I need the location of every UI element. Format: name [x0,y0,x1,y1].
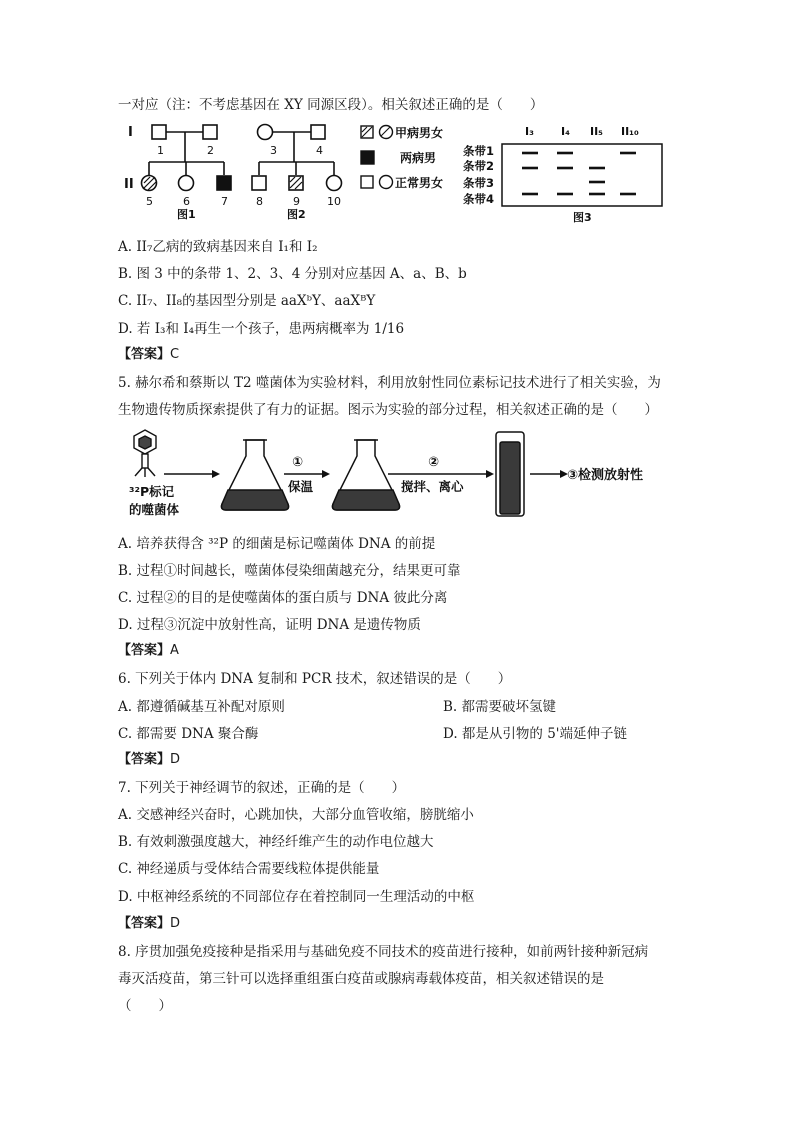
fig3-caption: 图3 [573,211,592,224]
q5-option-c: C. 过程②的目的是使噬菌体的蛋白质与 DNA 彼此分离 [118,590,448,606]
q5-option-a: A. 培养获得含 ³²P 的细菌是标记噬菌体 DNA 的前提 [118,536,436,552]
test-tube-icon [496,432,524,516]
phage-label-2: 的噬菌体 [129,502,180,517]
svg-text:条带1: 条带1 [463,144,495,158]
q6-option-a: A. 都遵循碱基互补配对原则 [118,699,285,715]
svg-text:条带3: 条带3 [463,176,495,190]
q5-answer [118,642,179,660]
svg-text:I₃: I₃ [525,125,534,138]
pedigree-figure-1 [124,125,231,192]
pedigree-figure-2 [252,125,342,191]
step2-num: ② [428,455,440,470]
individual-7 [217,176,231,190]
q4-option-d: D. 若 I₃和 I₄再生一个孩子，患两病概率为 1/16 [118,321,405,337]
answer-value: C [170,347,180,362]
q4-stem-tail: 一对应（注：不考虑基因在 XY 同源区段）。相关叙述正确的是（ ） [118,97,544,113]
answer-value: A [170,643,179,658]
q7-option-a: A. 交感神经兴奋时，心跳加快，大部分血管收缩，膀胱缩小 [118,807,474,823]
fig1-caption: 图1 [177,208,196,221]
q4-option-c: C. II₇、II₈的基因型分别是 aaXᵇY、aaXᴮY [118,293,376,309]
phage-icon [134,430,156,477]
svg-text:I₄: I₄ [561,125,570,138]
q7-stem: 7. 下列关于神经调节的叙述，正确的是（ ） [118,780,406,796]
flask-2-icon [333,440,400,510]
individual-6 [179,176,194,191]
svg-text:2: 2 [207,144,214,157]
svg-text:6: 6 [183,195,190,208]
svg-text:甲病男女: 甲病男女 [395,126,444,140]
q8-stem-line-3: （ ） [118,998,172,1014]
svg-text:条带4: 条带4 [463,192,495,206]
fig3-row-labels [463,144,494,206]
answer-label: 【答案】 [118,752,171,767]
svg-text:8: 8 [256,195,263,208]
q5-option-b: B. 过程①时间越长，噬菌体侵染细菌越充分，结果更可靠 [118,563,461,579]
q7-answer [118,915,180,933]
q6-option-b: B. 都需要破坏氢键 [443,699,557,715]
individual-2 [203,125,217,139]
individual-1 [152,125,166,139]
gen-label-1: I [128,125,133,140]
q6-option-c: C. 都需要 DNA 聚合酶 [118,726,259,742]
gel-bands [522,153,636,194]
answer-label: 【答案】 [118,916,171,931]
phage-label-1: ³²P标记 [129,484,175,499]
q5-option-d: D. 过程③沉淀中放射性高，证明 DNA 是遗传物质 [118,617,421,633]
q6-option-d: D. 都是从引物的 5'端延伸子链 [443,726,628,742]
fig2-caption: 图2 [287,208,306,221]
flask-1-icon [222,440,289,510]
svg-text:条带2: 条带2 [463,159,495,173]
svg-text:正常男女: 正常男女 [395,176,444,190]
q8-stem-line-1: 8. 序贯加强免疫接种是指采用与基础免疫不同技术的疫苗进行接种，如前两针接种新冠病 [118,944,649,960]
svg-text:II₅: II₅ [590,125,604,138]
q7-option-b: B. 有效刺激强度越大，神经纤维产生的动作电位越大 [118,834,434,850]
fig3-col-labels [525,125,639,138]
gen-label-2: II [124,177,134,192]
svg-text:10: 10 [327,195,341,208]
q8-stem-line-2: 毒灭活疫苗，第三针可以选择重组蛋白疫苗或腺病毒载体疫苗，相关叙述错误的是 [118,971,604,987]
legend [361,126,393,189]
individual-3 [258,125,273,140]
q4-figure [0,118,794,228]
svg-text:1: 1 [157,144,164,157]
q5-stem-line-1: 5. 赫尔希和蔡斯以 T2 噬菌体为实验材料，利用放射性同位素标记技术进行了相关实验，为 [118,375,661,391]
step2-label: 搅拌、离心 [401,479,464,494]
svg-text:两病男: 两病男 [400,151,437,165]
q7-option-d: D. 中枢神经系统的不同部位存在着控制同一生理活动的中枢 [118,889,475,905]
q5-stem-line-2: 生物遗传物质探索提供了有力的证据。图示为实验的部分过程，相关叙述正确的是（ ） [118,402,658,418]
svg-text:7: 7 [221,195,228,208]
answer-label: 【答案】 [118,347,171,362]
legend-text [395,125,443,190]
svg-text:II₁₀: II₁₀ [621,125,639,138]
individual-4 [311,125,325,139]
q6-answer [118,751,180,769]
q4-option-b: B. 图 3 中的条带 1、2、3、4 分别对应基因 A、a、B、b [118,266,467,282]
answer-label: 【答案】 [118,643,171,658]
svg-text:9: 9 [293,195,300,208]
step1-num: ① [292,455,304,470]
individual-8 [252,176,266,190]
svg-text:5: 5 [146,195,153,208]
individual-10 [327,176,342,191]
answer-value: D [170,916,181,931]
q4-option-a: A. II₇乙病的致病基因来自 I₁和 I₂ [118,239,318,255]
answer-value: D [170,752,181,767]
q6-stem: 6. 下列关于体内 DNA 复制和 PCR 技术，叙述错误的是（ ） [118,671,512,687]
step1-label: 保温 [288,479,314,494]
q7-option-c: C. 神经递质与受体结合需要线粒体提供能量 [118,861,380,877]
svg-text:4: 4 [316,144,323,157]
q5-diagram [0,428,794,528]
svg-text:3: 3 [270,144,277,157]
step3-label: ③检测放射性 [567,468,644,483]
q4-answer [118,346,179,364]
